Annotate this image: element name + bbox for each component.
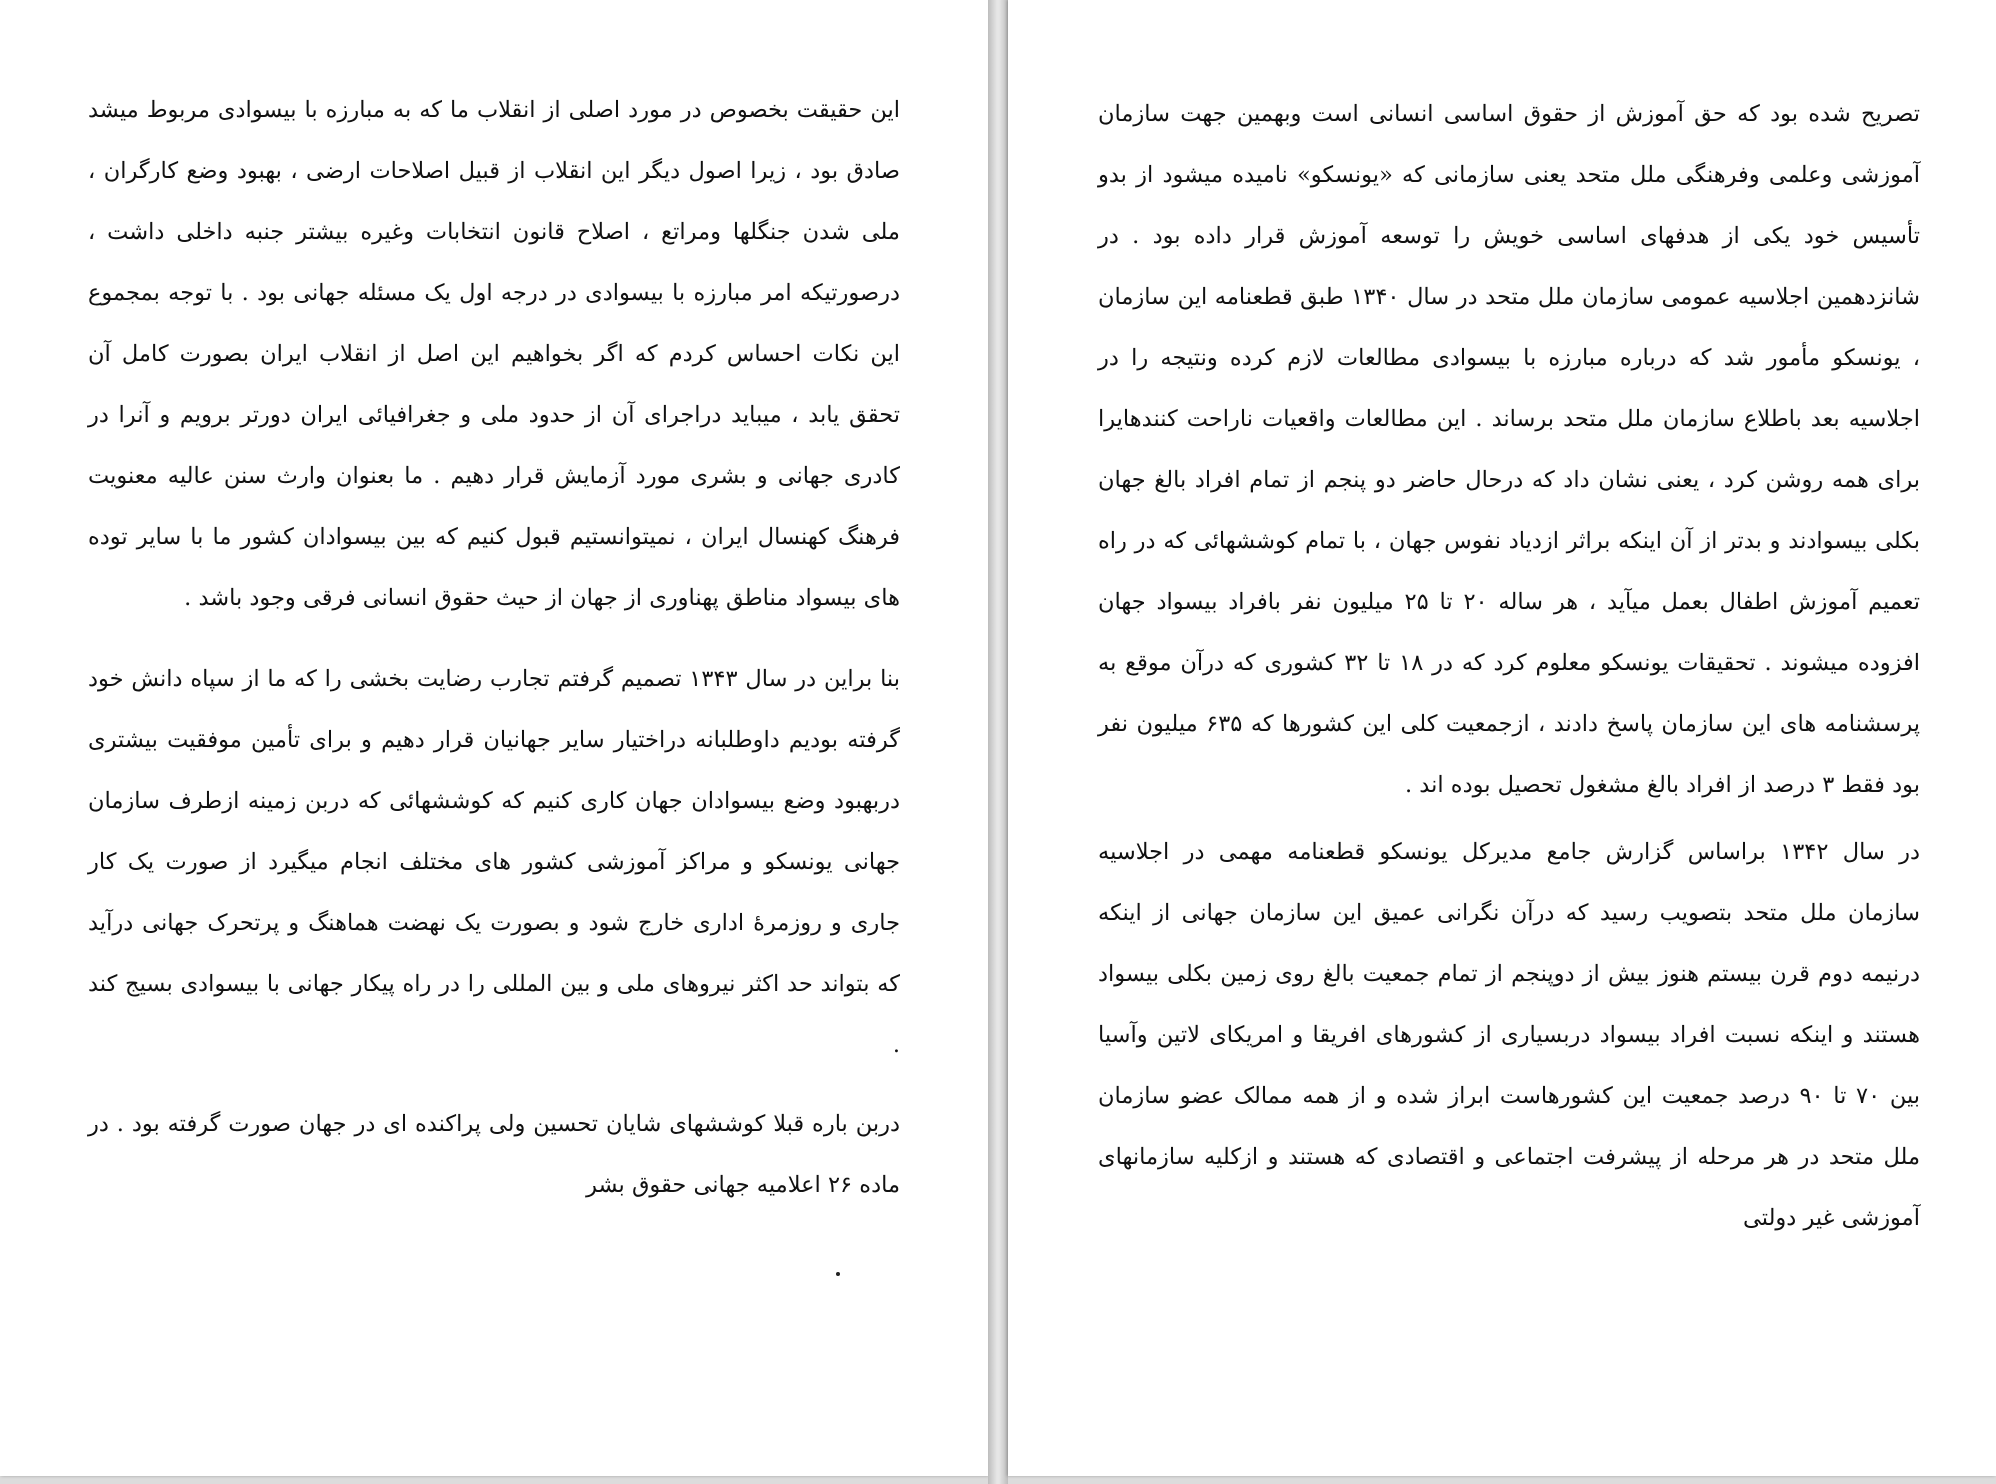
ink-speck [836, 1272, 840, 1276]
left-page [0, 0, 988, 1476]
book-gutter [988, 0, 1008, 1484]
right-paragraph-1: تصریح شده بود که حق آموزش از حقوق اساسی انسانی است وبهمین جهت سازمان آموزشی وعلمی وفرهنگی ملل متحد یعنی سازمانی که «یونسکو» نامیده میشود از بدو تأسیس خود یکی از هدفهای اساسی خویش را توسعه آموزش قرار داده بود . در شانزدهمین اجلاسیه عمومی سازمان ملل متحد در سال ۱۳۴۰ طبق قطعنامه این سازمان ، یونسکو مأمور شد که درباره مبارزه با بیسوادی مطالعات لازم کرده ونتیجه را در اجلاسیه بعد باطلاع سازمان ملل متحد برساند . این مطالعات واقعیات ناراحت کنندهایرا برای همه روشن کرد ، یعنی نشان داد که درحال حاضر دو پنجم از تمام افراد بالغ جهان بکلی بیسوادند و بدتر از آن اینکه براثر ازدیاد نفوس جهان ، با تمام کوششهائی که در راه تعمیم آموزش اطفال بعمل میآید ، هر ساله ۲۰ تا ۲۵ میلیون نفر بافراد بیسواد جهان افزوده میشوند . تحقیقات یونسکو معلوم کرد که در ۱۸ تا ۳۲ کشوری که درآن موقع به پرسشنامه های این سازمان پاسخ دادند ، ازجمعیت کلی این کشورها که ۶۳۵ میلیون نفر بود فقط ۳ درصد از افراد بالغ مشغول تحصیل بوده اند . [1098, 101, 1921, 798]
left-paragraph-1: این حقیقت بخصوص در مورد اصلی از انقلاب ما که به مبارزه با بیسوادی مربوط میشد صادق بود ، زیرا اصول دیگر این انقلاب از قبیل اصلاحات ارضی ، بهبود وضع کارگران ، ملی شدن جنگلها ومراتع ، اصلاح قانون انتخابات وغیره بیشتر جنبه داخلی داشت ، درصورتیکه امر مبارزه با بیسوادی در درجه اول یک مسئله جهانی بود . با توجه بمجموع این نکات احساس کردم که اگر بخواهیم این اصل از انقلاب ایران بصورت کامل آن تحقق یابد ، میباید دراجرای آن از حدود ملی و جغرافیائی ایران دورتر برویم و آنرا در کادری جهانی و بشری مورد آزمایش قرار دهیم . ما بعنوان وارث سنن عالیه معنویت فرهنگ کهنسال ایران ، نمیتوانستیم قبول کنیم که بین بیسوادان کشور ما با سایر توده های بیسواد مناطق پهناوری از جهان از حیث حقوق انسانی فرقی وجود باشد . [88, 97, 900, 611]
right-page-text [1098, 84, 1920, 1249]
left-paragraph-3: دربن باره قبلا کوششهای شایان تحسین ولی پراکنده ای در جهان صورت گرفته بود . در ماده ۲۶ اعلامیه جهانی حقوق بشر [88, 1111, 900, 1198]
left-paragraph-2: بنا براین در سال ۱۳۴۳ تصمیم گرفتم تجارب رضایت بخشی را که ما از سپاه دانش خود گرفته بودیم داوطلبانه دراختیار سایر جهانیان قرار دهیم و برای تأمین موفقیت بیشتری دربهبود وضع بیسوادان جهان کاری کنیم که کوششهائی که دربن زمینه ازطرف سازمان جهانی یونسکو و مراکز آموزشی کشور های مختلف انجام میگیرد از صورت یک کار جاری و روزمرهٔ اداری خارج شود و بصورت یک نهضت هماهنگ و پرتحرک جهانی درآید که بتواند حد اکثر نیروهای ملی و بین المللی را در راه پیکار جهانی با بیسوادی بسیج کند . [88, 666, 900, 1058]
right-page [1008, 0, 1996, 1476]
left-page-text [88, 80, 900, 1216]
right-paragraph-2: در سال ۱۳۴۲ براساس گزارش جامع مدیرکل یونسکو قطعنامه مهمی در اجلاسیه سازمان ملل متحد بتصویب رسید که درآن نگرانی عمیق این سازمان جهانی از اینکه درنیمه دوم قرن بیستم هنوز بیش از دوپنجم از تمام جمعیت بالغ روی زمین بکلی بیسواد هستند و اینکه نسبت افراد بیسواد دربسیاری از کشورهای افریقا و امریکای لاتین وآسیا بین ۷۰ تا ۹۰ درصد جمعیت این کشورهاست ابراز شده و از همه ممالک عضو سازمان ملل متحد در هر مرحله از پیشرفت اجتماعی و اقتصادی که هستند و ازکلیه سازمانهای آموزشی غیر دولتی [1098, 839, 1921, 1231]
